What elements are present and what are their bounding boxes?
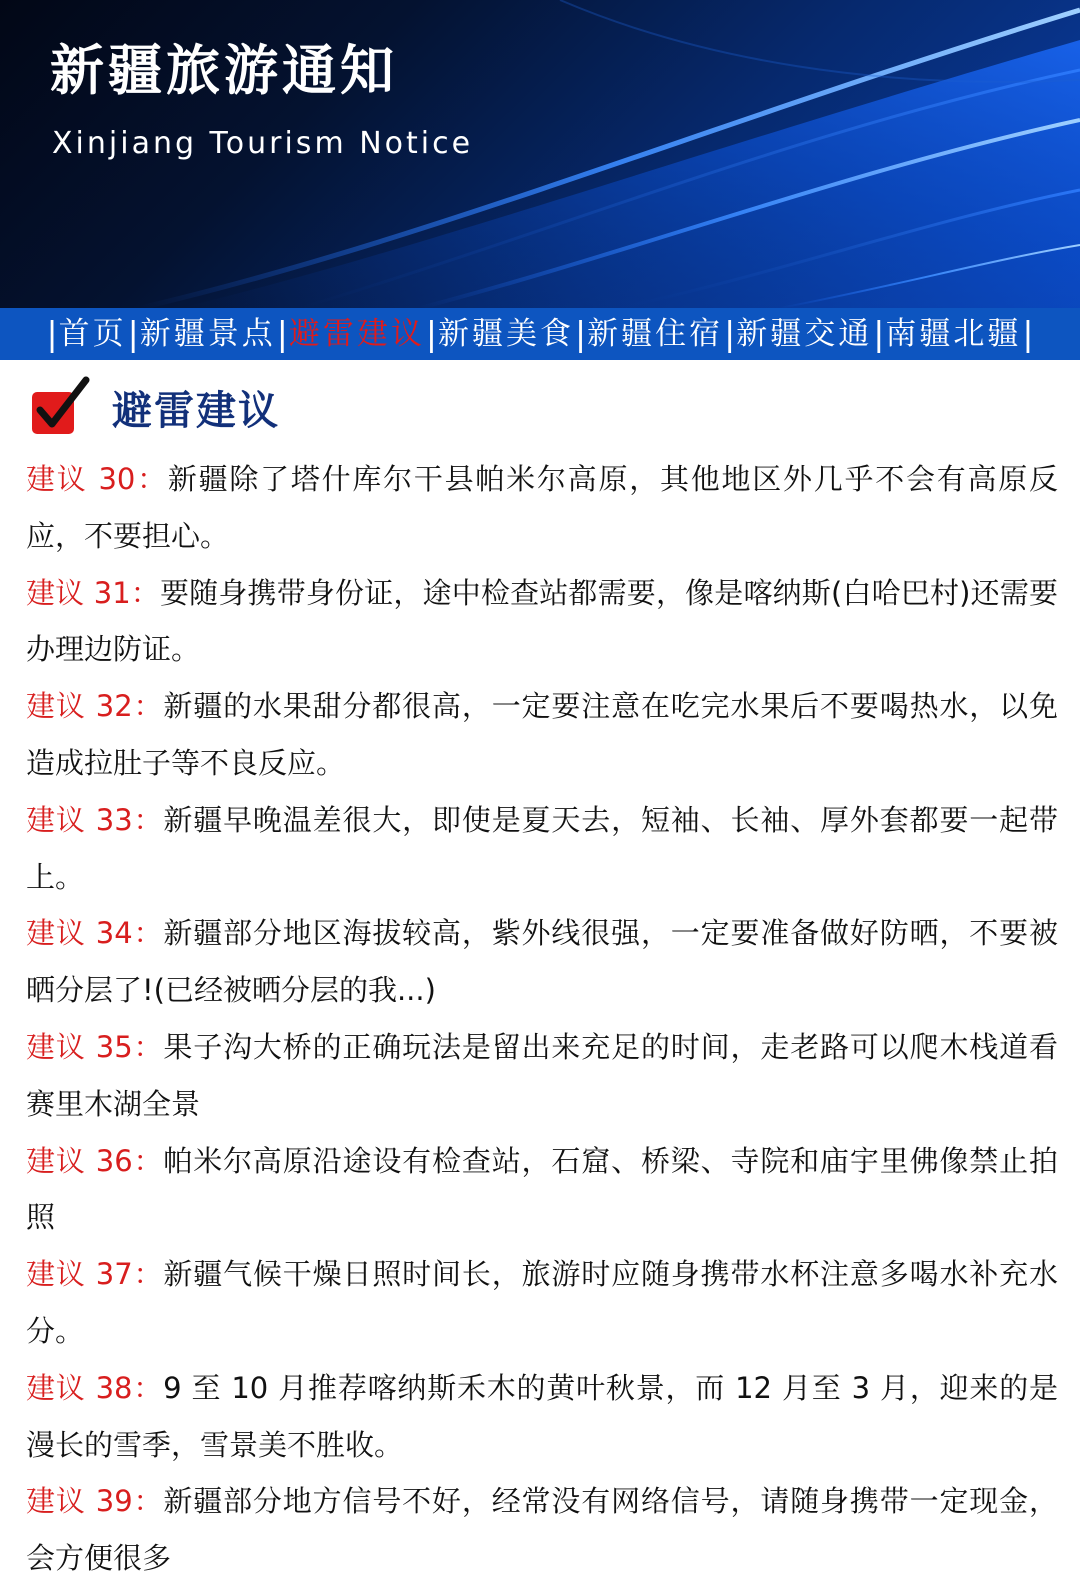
section-title: 避雷建议: [112, 387, 280, 434]
advice-item: [26, 451, 1058, 565]
advice-text: 新疆除了塔什库尔干县帕米尔高原，其他地区外几乎不会有高原反应，不要担心。: [26, 462, 1058, 553]
nav-separator: |: [873, 314, 885, 353]
nav-separator: |: [127, 314, 139, 353]
advice-item: [26, 1246, 1058, 1360]
nav-separator: |: [575, 314, 587, 353]
nav-item-regions[interactable]: 南疆北疆: [885, 316, 1022, 352]
nav-item-transport[interactable]: 新疆交通: [736, 316, 873, 352]
advice-text: 新疆早晚温差很大，即使是夏天去，短袖、长袖、厚外套都要一起带上。: [26, 802, 1058, 894]
advice-item: [26, 792, 1058, 906]
advice-label: 建议 38：: [26, 1370, 164, 1405]
advice-text: 要随身携带身份证，途中检查站都需要，像是喀纳斯(白哈巴村)还需要办理边防证。: [26, 575, 1058, 667]
banner-subtitle: Xinjiang Tourism Notice: [52, 126, 474, 161]
nav-item-food[interactable]: 新疆美食: [438, 316, 574, 352]
advice-item: [26, 1133, 1058, 1247]
advice-item: [26, 1360, 1058, 1474]
advice-text: 新疆气候干燥日照时间长，旅游时应随身携带水杯注意多喝水补充水分。: [26, 1257, 1058, 1348]
advice-text: 新疆部分地方信号不好，经常没有网络信号，请随身携带一定现金，会方便很多: [26, 1484, 1058, 1576]
advice-label: 建议 30：: [26, 462, 168, 496]
advice-text: 9 至 10 月推荐喀纳斯禾木的黄叶秋景，而 12 月至 3 月，迎来的是漫长的雪季，雪景美不胜收。: [26, 1370, 1059, 1462]
advice-label: 建议 33：: [26, 802, 164, 837]
advice-item: [26, 565, 1058, 679]
nav-separator: |: [425, 314, 437, 353]
nav-item-tips[interactable]: 避雷建议: [288, 316, 425, 352]
advice-label: 建议 39：: [26, 1484, 164, 1519]
nav-item-home[interactable]: 首页: [58, 316, 127, 352]
top-nav-bar: [0, 308, 1080, 360]
nav-separator: |: [724, 314, 736, 353]
nav-separator: |: [46, 314, 58, 353]
advice-label: 建议 35：: [26, 1029, 164, 1064]
advice-text: 新疆部分地区海拔较高，紫外线很强，一定要准备做好防晒，不要被晒分层了!(已经被晒分层的我...): [26, 916, 1058, 1008]
advice-text: 新疆的水果甜分都很高，一定要注意在吃完水果后不要喝热水，以免造成拉肚子等不良反应。: [26, 689, 1058, 780]
advice-text: 帕米尔高原沿途设有检查站，石窟、桥梁、寺院和庙宇里佛像禁止拍照: [26, 1143, 1058, 1235]
advice-item: [26, 1019, 1058, 1133]
nav-separator: |: [276, 314, 288, 353]
advice-label: 建议 31：: [26, 575, 160, 610]
checkbox-check-icon: [28, 376, 90, 438]
header-banner: [0, 0, 1080, 308]
section-heading: [28, 372, 280, 442]
advice-label: 建议 32：: [26, 689, 164, 724]
advice-label: 建议 37：: [26, 1257, 164, 1292]
nav-item-attractions[interactable]: 新疆景点: [139, 316, 276, 352]
advice-list: [26, 451, 1058, 1587]
nav-item-lodging[interactable]: 新疆住宿: [587, 316, 724, 352]
advice-text: 果子沟大桥的正确玩法是留出来充足的时间，走老路可以爬木栈道看赛里木湖全景: [26, 1029, 1058, 1121]
advice-label: 建议 34：: [26, 916, 164, 951]
advice-item: [26, 905, 1058, 1019]
advice-item: [26, 678, 1058, 792]
advice-item: [26, 1473, 1058, 1587]
banner-title: 新疆旅游通知: [50, 39, 398, 102]
nav-separator: |: [1022, 314, 1034, 353]
advice-label: 建议 36：: [26, 1143, 164, 1178]
